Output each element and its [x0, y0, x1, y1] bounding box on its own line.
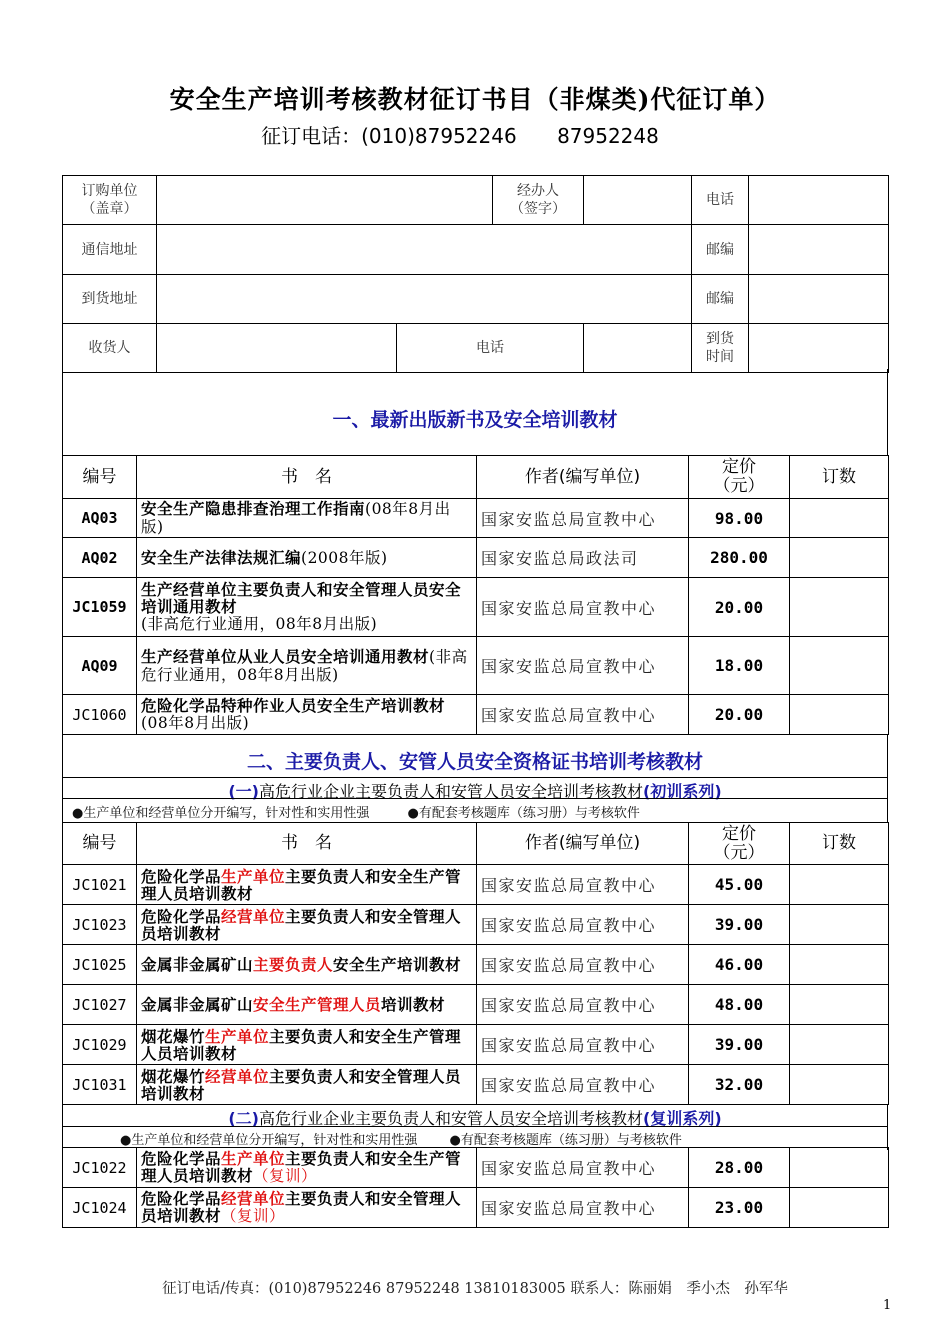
tel-label: 电话: [692, 176, 749, 225]
handler-field[interactable]: [584, 176, 692, 225]
col-header-code: 编号: [63, 823, 137, 865]
book-title: 烟花爆竹经营单位主要负责人和安全管理人员培训教材: [137, 1065, 477, 1105]
arrival-field[interactable]: [749, 324, 889, 373]
section2b-notes: [62, 1129, 888, 1148]
qty-field[interactable]: [790, 865, 889, 905]
book-code: JC1021: [63, 865, 137, 905]
page-number: 1: [883, 1298, 892, 1313]
table-row: [63, 865, 889, 905]
divider: [62, 798, 888, 799]
note-right: ●有配套考核题库（练习册）与考核软件: [449, 1133, 682, 1148]
table-row: [63, 538, 889, 578]
book-title: 安全生产法律法规汇编(2008年版): [137, 538, 477, 578]
section2b-table: [62, 1147, 889, 1228]
col-header-author: 作者(编写单位): [477, 456, 689, 499]
handler-label: 经办人 （签字）: [493, 176, 584, 225]
tel-label-2: 电话: [397, 324, 584, 373]
qty-field[interactable]: [790, 499, 889, 538]
book-author: 国家安监总局宣教中心: [477, 945, 689, 985]
table-row: [63, 499, 889, 538]
book-price: 39.00: [689, 905, 790, 945]
book-title: 生产经营单位主要负责人和安全管理人员安全培训通用教材 (非高危行业通用，08年8月出版): [137, 578, 477, 637]
table-row: [63, 1148, 889, 1188]
receiver-field[interactable]: [157, 324, 397, 373]
qty-field[interactable]: [790, 945, 889, 985]
order-info-table: [62, 175, 889, 373]
book-price: 280.00: [689, 538, 790, 578]
book-price: 48.00: [689, 985, 790, 1025]
qty-field[interactable]: [790, 1188, 889, 1228]
book-title: 烟花爆竹生产单位主要负责人和安全生产管理人员培训教材: [137, 1025, 477, 1065]
book-title: 金属非金属矿山安全生产管理人员培训教材: [137, 985, 477, 1025]
section2-title: 二、主要负责人、安管人员安全资格证书培训考核教材: [246, 751, 703, 773]
book-code: AQ09: [63, 637, 137, 695]
book-title: 生产经营单位从业人员安全培训通用教材(非高危行业通用，08年8月出版): [137, 637, 477, 695]
col-header-book: 书 名: [137, 456, 477, 499]
book-author: 国家安监总局宣教中心: [477, 637, 689, 695]
qty-field[interactable]: [790, 1148, 889, 1188]
book-code: JC1027: [63, 985, 137, 1025]
zip-label: 邮编: [692, 225, 749, 275]
section2-sub1: (一)高危行业企业主要负责人和安管人员安全培训考核教材(初训系列): [228, 782, 722, 801]
book-code: JC1022: [63, 1148, 137, 1188]
table-row: [63, 1025, 889, 1065]
table-row: [63, 905, 889, 945]
book-title: 安全生产隐患排查治理工作指南(08年8月出版): [137, 499, 477, 538]
book-code: AQ03: [63, 499, 137, 538]
zip-field[interactable]: [749, 225, 889, 275]
book-price: 20.00: [689, 695, 790, 735]
qty-field[interactable]: [790, 695, 889, 735]
footer-contact: 征订电话/传真：(010)87952246 87952248 13810183005 联系人：陈丽娟 季小杰 孙军华: [162, 1281, 788, 1297]
book-author: 国家安监总局政法司: [477, 538, 689, 578]
note-right: ●有配套考核题库（练习册）与考核软件: [407, 806, 640, 821]
divider: [62, 1126, 888, 1127]
book-code: AQ02: [63, 538, 137, 578]
book-author: 国家安监总局宣教中心: [477, 905, 689, 945]
book-code: JC1060: [63, 695, 137, 735]
section2-notes: [62, 802, 888, 821]
book-title: 危险化学品经营单位主要负责人和安全管理人员培训教材: [137, 905, 477, 945]
col-header-author: 作者(编写单位): [477, 823, 689, 865]
book-price: 98.00: [689, 499, 790, 538]
qty-field[interactable]: [790, 538, 889, 578]
table-row: [63, 1188, 889, 1228]
qty-field[interactable]: [790, 1065, 889, 1105]
col-header-qty: 订数: [790, 456, 889, 499]
zip-field-2[interactable]: [749, 275, 889, 324]
book-title: 危险化学品生产单位主要负责人和安全生产管理人员培训教材: [137, 865, 477, 905]
receiver-label: 收货人: [63, 324, 157, 373]
book-title: 危险化学品经营单位主要负责人和安全管理人员培训教材（复训）: [137, 1188, 477, 1228]
book-author: 国家安监总局宣教中心: [477, 1025, 689, 1065]
book-author: 国家安监总局宣教中心: [477, 578, 689, 637]
order-phone-primary: 征订电话：(010)87952246: [261, 124, 517, 148]
qty-field[interactable]: [790, 637, 889, 695]
book-title: 危险化学品生产单位主要负责人和安全生产管理人员培训教材（复训）: [137, 1148, 477, 1188]
qty-field[interactable]: [790, 1025, 889, 1065]
book-price: 20.00: [689, 578, 790, 637]
delivery-field[interactable]: [157, 275, 692, 324]
delivery-label: 到货地址: [63, 275, 157, 324]
buyer-label: 订购单位 （盖章）: [63, 176, 157, 225]
qty-field[interactable]: [790, 985, 889, 1025]
tel-field-2[interactable]: [584, 324, 692, 373]
section1-title: 一、最新出版新书及安全培训教材: [332, 409, 618, 431]
section1-table: [62, 455, 889, 735]
book-price: 28.00: [689, 1148, 790, 1188]
table-row: [63, 1065, 889, 1105]
col-header-price: 定价 （元）: [689, 456, 790, 499]
book-price: 45.00: [689, 865, 790, 905]
section2-table: [62, 822, 889, 1105]
note-left: ●生产单位和经营单位分开编写，针对性和实用性强: [72, 806, 370, 821]
book-price: 18.00: [689, 637, 790, 695]
col-header-qty: 订数: [790, 823, 889, 865]
page-title: 安全生产培训考核教材征订书目（非煤类)代征订单）: [169, 85, 781, 114]
section2-sub2: (二)高危行业企业主要负责人和安管人员安全培训考核教材(复训系列): [228, 1109, 722, 1128]
book-title: 危险化学品特种作业人员安全生产培训教材(08年8月出版): [137, 695, 477, 735]
book-code: JC1025: [63, 945, 137, 985]
zip-label-2: 邮编: [692, 275, 749, 324]
address-field[interactable]: [157, 225, 692, 275]
book-author: 国家安监总局宣教中心: [477, 695, 689, 735]
col-header-price: 定价 （元）: [689, 823, 790, 865]
book-author: 国家安监总局宣教中心: [477, 1188, 689, 1228]
table-row: [63, 985, 889, 1025]
order-phone: [0, 120, 920, 149]
book-code: JC1059: [63, 578, 137, 637]
book-author: 国家安监总局宣教中心: [477, 1065, 689, 1105]
address-label: 通信地址: [63, 225, 157, 275]
qty-field[interactable]: [790, 578, 889, 637]
book-price: 23.00: [689, 1188, 790, 1228]
table-row: [63, 578, 889, 637]
table-row: [63, 637, 889, 695]
divider: [62, 777, 888, 778]
book-author: 国家安监总局宣教中心: [477, 1148, 689, 1188]
arrival-label: 到货 时间: [692, 324, 749, 373]
qty-field[interactable]: [790, 905, 889, 945]
book-code: JC1031: [63, 1065, 137, 1105]
book-author: 国家安监总局宣教中心: [477, 985, 689, 1025]
book-price: 46.00: [689, 945, 790, 985]
col-header-code: 编号: [63, 456, 137, 499]
buyer-field[interactable]: [157, 176, 493, 225]
book-author: 国家安监总局宣教中心: [477, 499, 689, 538]
note-left: ●生产单位和经营单位分开编写，针对性和实用性强: [120, 1133, 418, 1148]
col-header-book: 书 名: [137, 823, 477, 865]
order-phone-secondary: 87952248: [557, 124, 659, 148]
book-title: 金属非金属矿山主要负责人安全生产培训教材: [137, 945, 477, 985]
book-price: 39.00: [689, 1025, 790, 1065]
book-author: 国家安监总局宣教中心: [477, 865, 689, 905]
book-code: JC1024: [63, 1188, 137, 1228]
table-row: [63, 945, 889, 985]
book-code: JC1023: [63, 905, 137, 945]
tel-field[interactable]: [749, 176, 889, 225]
table-row: [63, 695, 889, 735]
book-price: 32.00: [689, 1065, 790, 1105]
book-code: JC1029: [63, 1025, 137, 1065]
